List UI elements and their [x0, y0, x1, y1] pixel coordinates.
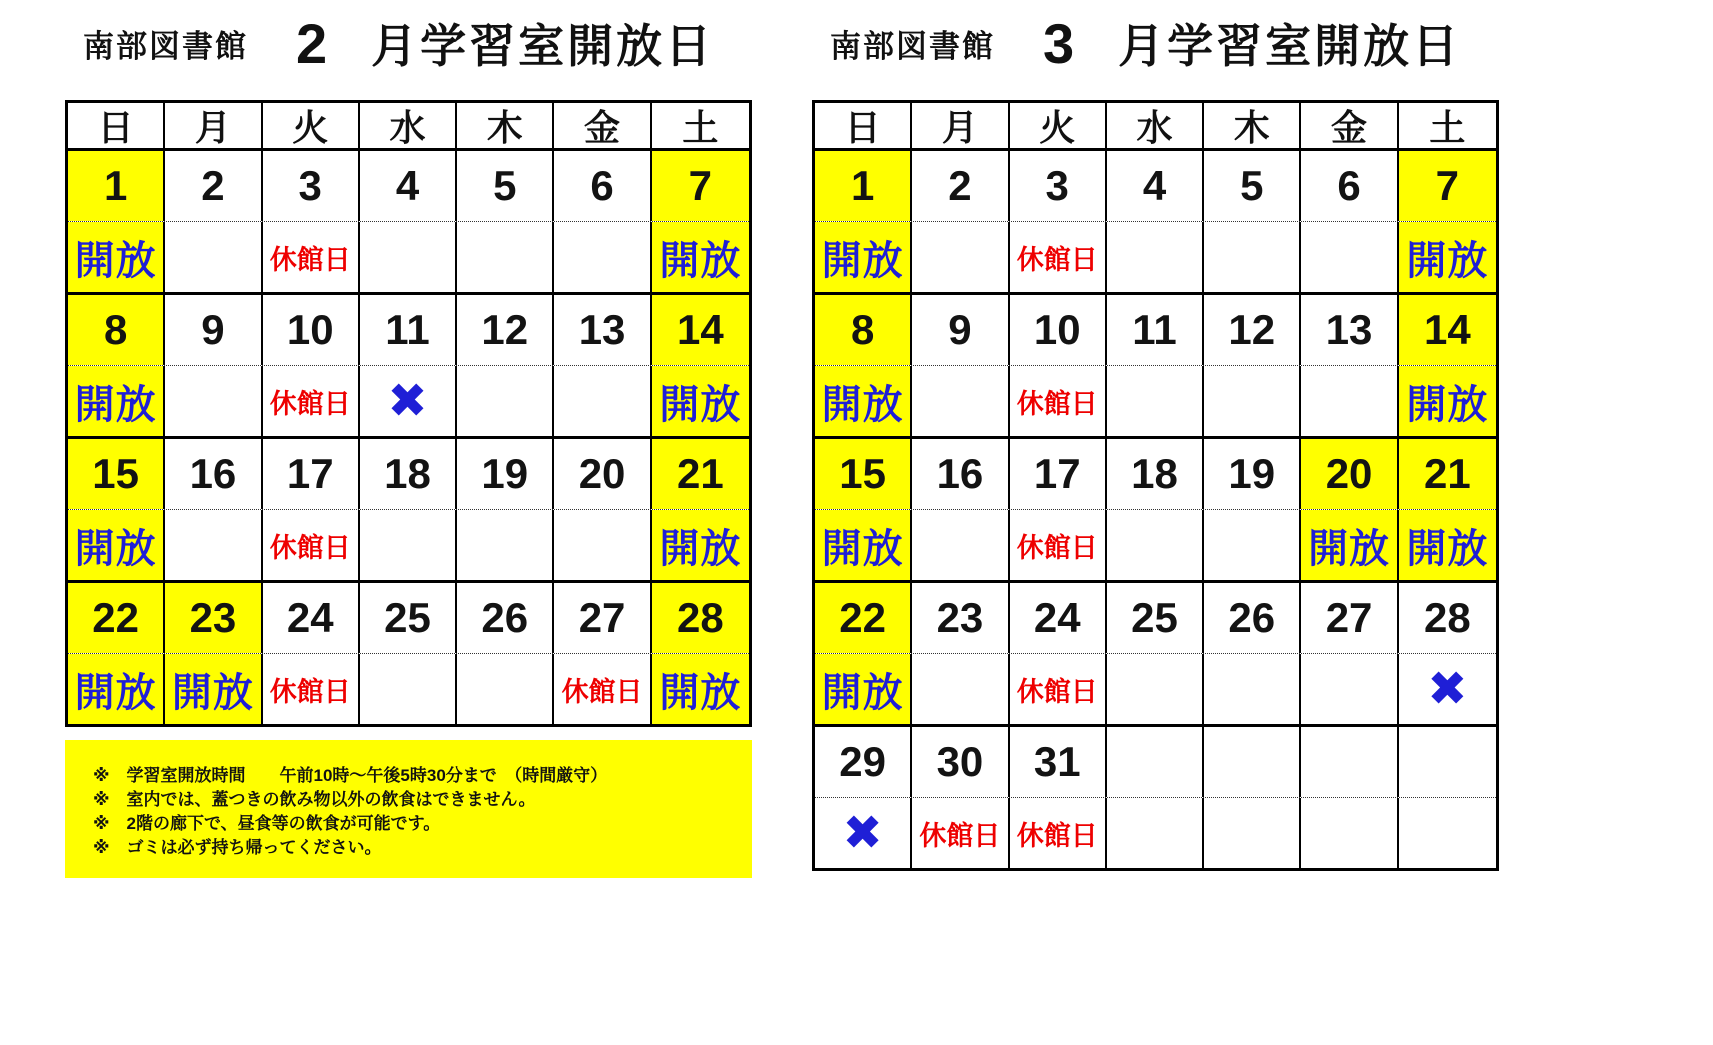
- day-number: 19: [457, 439, 554, 509]
- empty-label: [1204, 654, 1301, 724]
- x-mark: ✖: [1427, 663, 1468, 716]
- open-label: 開放: [652, 366, 749, 436]
- day-number: 24: [263, 583, 360, 653]
- empty-label: [1107, 366, 1204, 436]
- day-number-row: [815, 439, 1496, 510]
- empty-label: [554, 510, 651, 580]
- day-number: [1399, 727, 1496, 797]
- day-number: 13: [554, 295, 651, 365]
- empty-label: [165, 366, 262, 436]
- day-number: 29: [815, 727, 912, 797]
- weekday-header: 日: [815, 103, 912, 148]
- weekday-header: 月: [912, 103, 1009, 148]
- empty-label: [1107, 510, 1204, 580]
- note-line: ※ 室内では、蓋つきの飲み物以外の飲食はできません。: [93, 790, 536, 809]
- open-label: 開放: [815, 654, 912, 724]
- closed-label: 休館日: [554, 654, 651, 724]
- day-number: 23: [165, 583, 262, 653]
- day-number: 17: [263, 439, 360, 509]
- day-number: 31: [1010, 727, 1107, 797]
- day-label-row: [815, 654, 1496, 727]
- empty-label: [1107, 654, 1204, 724]
- note-line: ※ ゴミは必ず持ち帰ってください。: [93, 838, 382, 857]
- day-number: 9: [165, 295, 262, 365]
- empty-label: [360, 510, 457, 580]
- day-number: 10: [1010, 295, 1107, 365]
- day-number: 2: [912, 151, 1009, 221]
- day-number: 16: [165, 439, 262, 509]
- weekday-header: 土: [682, 107, 719, 148]
- open-label: 開放: [68, 222, 165, 292]
- day-number: 28: [1423, 594, 1471, 641]
- day-number: 6: [554, 151, 651, 221]
- day-number: 17: [1010, 439, 1107, 509]
- open-label: 開放: [652, 654, 749, 724]
- empty-label: [1301, 222, 1398, 292]
- day-number: 15: [68, 439, 165, 509]
- library-name: 南部図書館: [83, 28, 248, 64]
- weekday-header: 月: [165, 103, 262, 148]
- day-number: 12: [1204, 295, 1301, 365]
- notes-box: [65, 740, 752, 878]
- day-number: 5: [1204, 151, 1301, 221]
- day-number: 28: [652, 583, 749, 653]
- weekday-header: 水: [360, 103, 457, 148]
- day-number: 23: [912, 583, 1009, 653]
- day-number: 16: [912, 439, 1009, 509]
- day-label-row: [68, 510, 749, 583]
- open-label: 開放: [1399, 366, 1496, 436]
- day-number: 2: [165, 151, 262, 221]
- day-number: 12: [457, 295, 554, 365]
- empty-label: [457, 510, 554, 580]
- march-calendar: [812, 0, 1499, 871]
- day-number: 21: [1399, 439, 1496, 509]
- closed-label: 休館日: [1010, 654, 1107, 724]
- day-number: 11: [360, 295, 457, 365]
- empty-label: [457, 366, 554, 436]
- day-label-row: [815, 798, 1496, 868]
- open-label: 開放: [815, 510, 912, 580]
- day-number: 18: [360, 439, 457, 509]
- day-number: 4: [1107, 151, 1204, 221]
- day-number: 22: [68, 583, 165, 653]
- weekday-header: 日: [68, 103, 165, 148]
- day-number: [1301, 727, 1398, 797]
- day-number: 27: [1301, 583, 1398, 653]
- open-label: 開放: [68, 366, 165, 436]
- open-label: 開放: [165, 654, 262, 724]
- day-number: 4: [360, 151, 457, 221]
- open-label: 開放: [652, 510, 749, 580]
- day-number: [1204, 727, 1301, 797]
- day-number: 5: [457, 151, 554, 221]
- empty-label: [1301, 654, 1398, 724]
- day-number: 13: [1301, 295, 1398, 365]
- open-label: 開放: [815, 366, 912, 436]
- day-number: 1: [815, 151, 912, 221]
- weekday-header: 水: [1107, 103, 1204, 148]
- day-label-row: [68, 222, 749, 295]
- day-number: 7: [652, 151, 749, 221]
- empty-label: [457, 654, 554, 724]
- x-mark: ✖: [360, 366, 457, 436]
- closed-label: 休館日: [263, 366, 360, 436]
- day-label-row: [68, 654, 749, 724]
- weekday-header: 火: [1010, 103, 1107, 148]
- empty-label: [1204, 510, 1301, 580]
- weekday-header-row: [68, 103, 749, 151]
- day-number-row: [68, 439, 749, 510]
- day-number: 11: [1107, 295, 1204, 365]
- day-number: 22: [815, 583, 912, 653]
- note-line: ※ 学習室開放時間 午前10時～午後5時30分まで （時間厳守）: [93, 766, 608, 785]
- day-number: 15: [815, 439, 912, 509]
- day-number: 3: [1010, 151, 1107, 221]
- empty-label: [912, 366, 1009, 436]
- weekday-header-row: [815, 103, 1496, 151]
- day-label-row: [815, 222, 1496, 295]
- day-label-row: [815, 510, 1496, 583]
- empty-label: [912, 654, 1009, 724]
- empty-label: [912, 510, 1009, 580]
- day-number: 7: [1399, 151, 1496, 221]
- day-number-row: [68, 583, 749, 654]
- open-label: 開放: [68, 654, 165, 724]
- day-number: 25: [360, 583, 457, 653]
- x-mark: ✖: [815, 798, 912, 868]
- closed-label: 休館日: [263, 222, 360, 292]
- empty-label: [1399, 798, 1496, 868]
- day-number: 10: [263, 295, 360, 365]
- day-number: 1: [68, 151, 165, 221]
- closed-label: 休館日: [1010, 798, 1107, 868]
- note-line: ※ 2階の廊下で、昼食等の飲食が可能です。: [93, 814, 441, 833]
- open-label: 開放: [68, 510, 165, 580]
- month-number: 3: [1043, 11, 1075, 75]
- day-number: 18: [1107, 439, 1204, 509]
- closed-label: 休館日: [1010, 222, 1107, 292]
- day-number: 27: [554, 583, 651, 653]
- empty-label: [1301, 798, 1398, 868]
- march-title: [812, 0, 1499, 100]
- empty-label: [1107, 798, 1204, 868]
- open-label: 開放: [652, 222, 749, 292]
- empty-label: [360, 654, 457, 724]
- library-name: 南部図書館: [830, 28, 995, 64]
- empty-label: [165, 222, 262, 292]
- day-number: 14: [1399, 295, 1496, 365]
- day-number: 8: [815, 295, 912, 365]
- day-label-row: [68, 366, 749, 439]
- february-grid: [65, 100, 752, 727]
- day-number-row: [815, 727, 1496, 798]
- day-number-row: [68, 295, 749, 366]
- day-number: 26: [1204, 583, 1301, 653]
- closed-label: 休館日: [912, 798, 1009, 868]
- february-calendar: [65, 0, 752, 727]
- day-label-row: [815, 366, 1496, 439]
- empty-label: [1204, 366, 1301, 436]
- weekday-header: 木: [457, 103, 554, 148]
- day-number: 25: [1107, 583, 1204, 653]
- day-number: [1107, 727, 1204, 797]
- title-suffix: 月学習室開放日: [1118, 20, 1462, 72]
- weekday-header: 木: [1204, 103, 1301, 148]
- day-number: 19: [1204, 439, 1301, 509]
- empty-label: [912, 222, 1009, 292]
- open-label: 開放: [1399, 222, 1496, 292]
- closed-label: 休館日: [1010, 510, 1107, 580]
- day-number-row: [815, 583, 1496, 654]
- day-number: 21: [652, 439, 749, 509]
- day-number: 24: [1010, 583, 1107, 653]
- closed-label: 休館日: [263, 510, 360, 580]
- open-label: 開放: [1301, 510, 1398, 580]
- day-number-row: [815, 151, 1496, 222]
- empty-label: [1204, 222, 1301, 292]
- day-number-row: [68, 151, 749, 222]
- empty-label: [1107, 222, 1204, 292]
- empty-label: [554, 366, 651, 436]
- day-number: 30: [912, 727, 1009, 797]
- open-label: 開放: [1399, 510, 1496, 580]
- month-number: 2: [296, 11, 328, 75]
- day-number: 14: [652, 295, 749, 365]
- march-grid: [812, 100, 1499, 871]
- weekday-header: 土: [1429, 107, 1466, 148]
- open-label: 開放: [815, 222, 912, 292]
- empty-label: [165, 510, 262, 580]
- day-number: 8: [68, 295, 165, 365]
- empty-label: [1204, 798, 1301, 868]
- weekday-header: 金: [554, 103, 651, 148]
- weekday-header: 火: [263, 103, 360, 148]
- empty-label: [360, 222, 457, 292]
- title-suffix: 月学習室開放日: [371, 20, 715, 72]
- day-number: 26: [457, 583, 554, 653]
- day-number: 20: [1301, 439, 1398, 509]
- empty-label: [554, 222, 651, 292]
- weekday-header: 金: [1301, 103, 1398, 148]
- day-number: 20: [554, 439, 651, 509]
- empty-label: [1301, 366, 1398, 436]
- day-number: 3: [263, 151, 360, 221]
- empty-label: [457, 222, 554, 292]
- day-number: 9: [912, 295, 1009, 365]
- february-title: [65, 0, 752, 100]
- closed-label: 休館日: [263, 654, 360, 724]
- day-number: 6: [1301, 151, 1398, 221]
- day-number-row: [815, 295, 1496, 366]
- closed-label: 休館日: [1010, 366, 1107, 436]
